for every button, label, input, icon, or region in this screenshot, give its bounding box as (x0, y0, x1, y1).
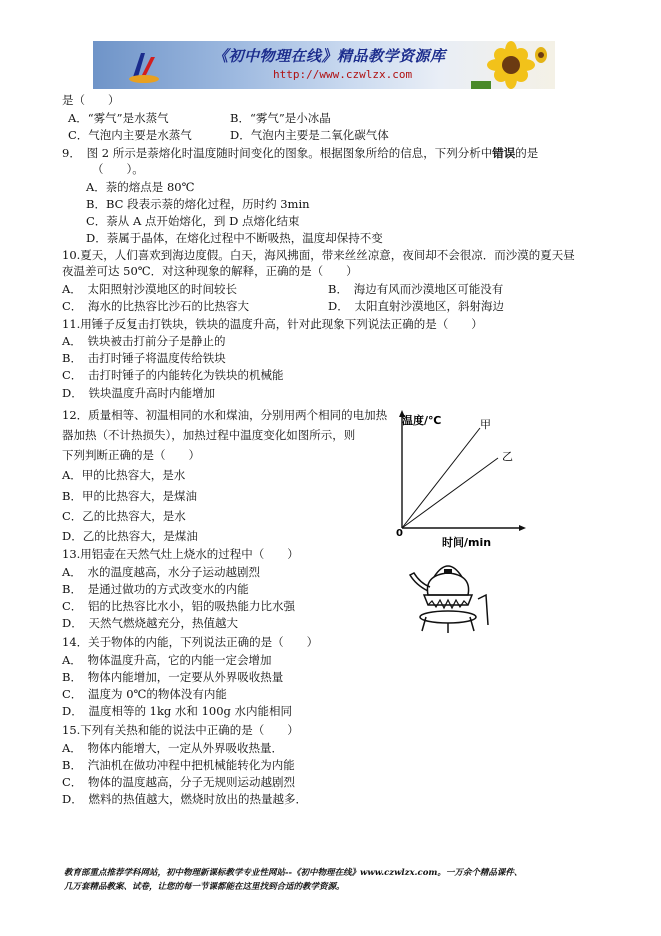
text-line (68, 111, 169, 125)
emphasis-text: 错误 (492, 146, 516, 160)
text-line (62, 509, 186, 523)
text-line (62, 704, 292, 718)
x-axis-label: 时间/min (442, 536, 492, 548)
text-line-tail: 的是 (515, 146, 539, 160)
text-line (86, 197, 310, 211)
text-line (62, 146, 538, 160)
text-line-content: 13.用铝壶在天然气灶上烧水的过程中（ ） (62, 547, 299, 561)
text-line-content: A． 物体内能增大，一定从外界吸收热量． (62, 741, 284, 755)
text-line-content: A． 水的温度越高，水分子运动越剧烈 (62, 565, 261, 579)
kettle-on-stove-icon (404, 555, 492, 635)
text-line-content: 14．关于物体的内能，下列说法正确的是（ ） (62, 635, 319, 649)
text-line-content: C． 温度为 0℃的物体没有内能 (62, 687, 227, 701)
text-line-content: D．萘属于晶体，在熔化过程中不断吸热，温度却保持不变 (86, 231, 383, 245)
text-line (62, 282, 237, 296)
text-line-content: D．乙的比热容大，是煤油 (62, 529, 198, 543)
text-line-content: A． 物体温度升高，它的内能一定会增加 (62, 653, 272, 667)
text-line-content: 是（ ） (62, 93, 120, 107)
series-label-yi: 乙 (502, 450, 513, 463)
footer-line-2: 几万套精品教案、试卷，让您的每一节课都能在这里找到合适的教学资源。 (64, 882, 345, 892)
text-line-content: B． 汽油机在做功冲程中把机械能转化为内能 (62, 758, 295, 772)
text-line (62, 599, 295, 613)
text-line (62, 635, 318, 649)
text-line (62, 775, 295, 789)
text-line (62, 468, 185, 482)
text-line-content: B．BC 段表示萘的熔化过程，历时约 3min (86, 197, 310, 211)
series-line-jia (402, 428, 480, 528)
text-line (328, 299, 504, 313)
text-line-content: D．气泡内主要是二氧化碳气体 (230, 128, 389, 142)
banner-url[interactable]: http://www.czwlzx.com (273, 68, 413, 81)
text-line (62, 428, 355, 442)
text-line-content: D． 燃料的热值越大，燃烧时放出的热量越多． (62, 792, 307, 806)
y-axis-label: 温度/℃ (402, 414, 442, 427)
header-banner (93, 41, 555, 89)
text-line-content: B． 物体内能增加，一定要从外界吸收热量 (62, 670, 284, 684)
text-line-content: A． 铁块被击打前分子是静止的 (62, 334, 226, 348)
text-line-content: B． 击打时锤子将温度传给铁块 (62, 351, 226, 365)
text-line-content: A．萘的熔点是 80℃ (86, 180, 195, 194)
footer-line-1: 教育部重点推荐学科网站，初中物理新课标教学专业性网站--《初中物理在线》www.czwlzx.com。一万余个精品课件、 (64, 868, 523, 878)
text-line-content: 9． 图 2 所示是萘熔化时温度随时间变化的图象。根据图象所给的信息，下列分析中 (62, 146, 493, 160)
site-logo-icon (127, 47, 163, 85)
text-line-content: 15.下列有关热和能的说法中正确的是（ ） (62, 723, 299, 737)
text-line-content: B． 是通过做功的方式改变水的内能 (62, 582, 249, 596)
text-line-content: D． 温度相等的 1kg 水和 100g 水内能相同 (62, 704, 293, 718)
text-line (62, 741, 283, 755)
text-line-content: C． 击打时锤子的内能转化为铁块的机械能 (62, 368, 284, 382)
text-line-content: A．甲的比热容大，是水 (62, 468, 186, 482)
sunflower-icon (471, 41, 551, 89)
x-axis-arrow-icon (519, 525, 526, 531)
series-label-jia: 甲 (480, 418, 491, 431)
text-line (86, 231, 383, 245)
text-line-content: B．甲的比热容大，是煤油 (62, 489, 197, 503)
text-line (62, 386, 215, 400)
text-line (62, 687, 227, 701)
origin-label: 0 (396, 528, 403, 539)
text-line (62, 547, 299, 561)
text-line-content: B． 海边有风而沙漠地区可能没有 (328, 282, 504, 296)
text-line (62, 317, 483, 331)
text-line-content: A．“雾气”是水蒸气 (68, 111, 169, 125)
text-line-content: D． 太阳直射沙漠地区，斜射海边 (328, 299, 504, 313)
text-line (62, 582, 249, 596)
text-line (62, 653, 272, 667)
text-line (62, 334, 226, 348)
temperature-time-chart (394, 408, 534, 548)
text-line (62, 299, 249, 313)
banner-title: 《初中物理在线》精品教学资源库 (213, 47, 446, 65)
text-line-content: B．“雾气”是小冰晶 (230, 111, 331, 125)
text-line (230, 128, 389, 142)
text-line (62, 758, 295, 772)
text-line (62, 448, 200, 462)
text-line (328, 282, 503, 296)
text-line (62, 565, 260, 579)
text-line (62, 408, 387, 422)
text-line-content: D． 天然气燃烧越充分，热值越大 (62, 616, 238, 630)
text-line-content: 11.用锤子反复击打铁块，铁块的温度升高，针对此现象下列说法正确的是（ ） (62, 317, 483, 331)
text-line (68, 128, 192, 142)
text-line (62, 529, 198, 543)
text-line (62, 264, 358, 278)
text-line-content: C．乙的比热容大，是水 (62, 509, 186, 523)
text-line (62, 93, 120, 107)
text-line (62, 792, 307, 806)
text-line (86, 214, 299, 228)
text-line (62, 248, 575, 262)
text-line-content: 10.夏天，人们喜欢到海边度假。白天，海风拂面，带来丝丝凉意，夜间却不会很凉．而沙漠的夏天昼 (62, 248, 575, 262)
text-line-content: C． 物体的温度越高，分子无规则运动越剧烈 (62, 775, 296, 789)
text-line (62, 723, 299, 737)
text-line-content: 器加热（不计热损失），加热过程中温度变化如图所示，则 (62, 428, 356, 442)
text-line-content: C．萘从 A 点开始熔化，到 D 点熔化结束 (86, 214, 300, 228)
text-line-content: 夜温差可达 50℃．对这种现象的解释，正确的是（ ） (62, 264, 358, 278)
text-line-content: A． 太阳照射沙漠地区的时间较长 (62, 282, 238, 296)
text-line-content: D． 铁块温度升高时内能增加 (62, 386, 215, 400)
text-line (62, 616, 238, 630)
text-line (92, 162, 144, 176)
text-line (62, 489, 197, 503)
text-line-content: C． 铝的比热容比水小，铝的吸热能力比水强 (62, 599, 296, 613)
series-line-yi (402, 458, 498, 528)
text-line (86, 180, 194, 194)
text-line (62, 670, 283, 684)
text-line (230, 111, 331, 125)
text-line-content: 12．质量相等、初温相同的水和煤油，分别用两个相同的电加热 (62, 408, 388, 422)
text-line-content: （ ）。 (92, 162, 144, 176)
text-line (62, 351, 226, 365)
text-line-content: C． 海水的比热容比沙石的比热容大 (62, 299, 250, 313)
text-line (62, 368, 284, 382)
text-line-content: C．气泡内主要是水蒸气 (68, 128, 192, 142)
text-line-content: 下列判断正确的是（ ） (62, 448, 200, 462)
